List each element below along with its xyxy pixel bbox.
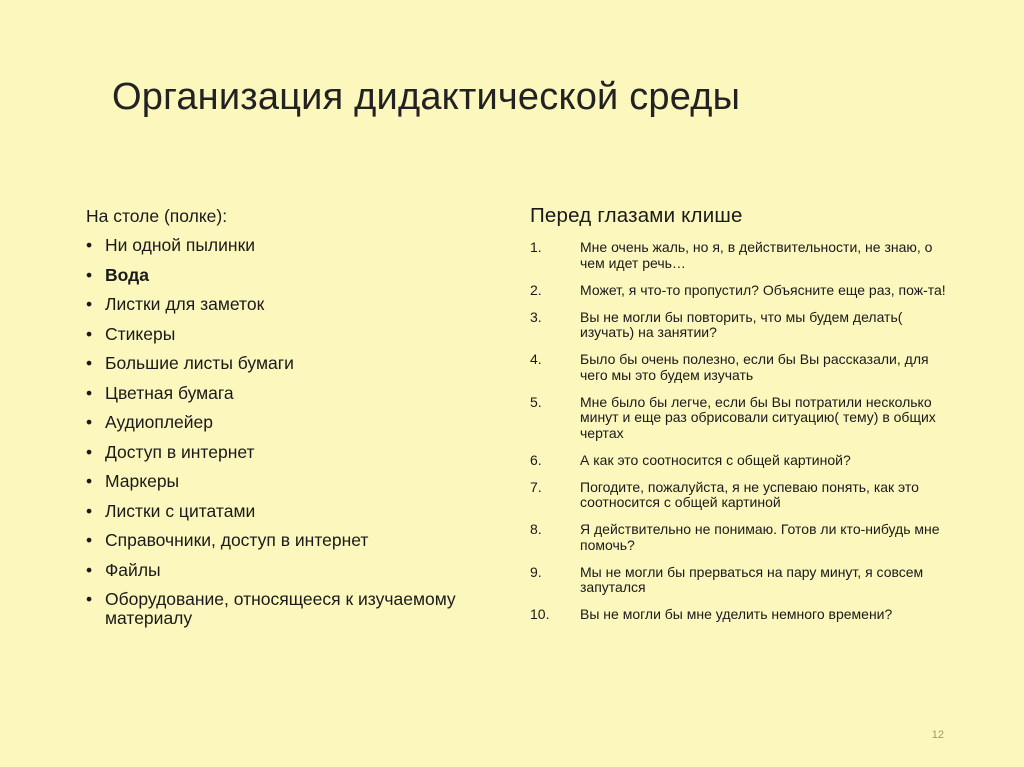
bullet-item [86, 561, 516, 580]
bullet-marker: • [86, 382, 93, 403]
right-heading: Перед глазами клише [530, 204, 743, 227]
phrase-text: Вы не могли бы мне уделить немного времени? [580, 606, 893, 622]
bullet-marker: • [86, 412, 93, 432]
phrase-number: 3. [530, 308, 542, 325]
bullet-text: Аудиоплейер [105, 412, 214, 432]
bullet-item [86, 354, 516, 373]
bullet-marker: • [86, 353, 93, 373]
bullet-text: Листки для заметок [105, 294, 265, 314]
phrase-text: Мне было бы легче, если бы Вы потратили несколько минут и еще раз обрисовали ситуацию( тему) в общих чертах [580, 393, 936, 441]
bullet-text: Справочники, доступ в интернет [105, 530, 369, 550]
bullet-list [86, 236, 516, 628]
bullet-marker: • [86, 471, 93, 491]
bullet-marker: • [86, 559, 93, 580]
phrase-number: 6. [530, 451, 542, 468]
phrase-number: 10. [530, 606, 550, 622]
bullet-item [86, 236, 516, 255]
bullet-item [86, 413, 516, 432]
bullet-marker: • [86, 264, 93, 285]
numbered-list [530, 240, 960, 623]
bullet-item [86, 502, 516, 521]
bullet-marker: • [86, 530, 93, 550]
phrase-text: Мне очень жаль, но я, в действительности, не знаю, о чем идет речь… [580, 239, 933, 271]
phrase-number: 7. [530, 478, 542, 495]
bullet-marker: • [86, 323, 93, 344]
phrase-text: Я действительно не понимаю. Готов ли кто-нибудь мне помочь? [580, 521, 940, 553]
bullet-item [86, 325, 516, 344]
phrase-number: 8. [530, 521, 542, 537]
bullet-item [86, 295, 516, 314]
bullet-marker: • [86, 294, 93, 314]
bullet-item [86, 531, 516, 550]
left-heading: На столе (полке): [86, 206, 228, 226]
bullet-item [86, 590, 516, 628]
bullet-text: Маркеры [105, 471, 180, 491]
phrase-item [530, 395, 960, 442]
left-column [86, 206, 516, 639]
bullet-item [86, 384, 516, 403]
phrase-text: Мы не могли бы прерваться на пару минут, я совсем запутался [580, 563, 924, 595]
bullet-marker: • [86, 441, 93, 462]
bullet-marker: • [86, 500, 93, 521]
phrase-text: А как это соотносится с общей картиной? [580, 451, 851, 468]
phrase-text: Погодите, пожалуйста, я не успеваю понять, как это соотносится с общей картиной [580, 478, 919, 510]
phrase-item [530, 283, 960, 299]
phrase-item [530, 352, 960, 383]
bullet-item [86, 472, 516, 491]
phrase-item [530, 310, 960, 341]
bullet-text: Вода [105, 264, 149, 285]
phrase-item [530, 522, 960, 553]
bullet-text: Цветная бумага [105, 382, 234, 403]
right-column [530, 204, 960, 634]
phrase-text: Было бы очень полезно, если бы Вы рассказали, для чего мы это будем изучать [580, 351, 929, 383]
bullet-text: Файлы [105, 559, 161, 580]
phrase-item [530, 565, 960, 596]
phrase-number: 1. [530, 239, 542, 255]
bullet-text: Листки с цитатами [105, 500, 256, 521]
phrase-number: 5. [530, 393, 542, 410]
bullet-text: Большие листы бумаги [105, 353, 294, 373]
phrase-text: Вы не могли бы повторить, что мы будем делать( изучать) на занятии? [580, 308, 903, 340]
phrase-text: Может, я что-то пропустил? Объясните еще раз, пож-та! [580, 281, 946, 298]
phrase-number: 4. [530, 351, 542, 367]
bullet-item [86, 266, 516, 285]
bullet-item [86, 443, 516, 462]
bullet-text: Доступ в интернет [105, 441, 255, 462]
phrase-number: 9. [530, 563, 542, 580]
phrase-item [530, 480, 960, 511]
bullet-text: Стикеры [105, 323, 176, 344]
phrase-item [530, 240, 960, 271]
bullet-text: Ни одной пылинки [105, 235, 256, 255]
bullet-marker: • [86, 589, 93, 609]
phrase-item [530, 453, 960, 469]
phrase-number: 2. [530, 281, 542, 298]
bullet-text: Оборудование, относящееся к изучаемому материалу [105, 589, 456, 628]
slide-title: Организация дидактической среды [112, 76, 741, 118]
phrase-item [530, 607, 960, 623]
bullet-marker: • [86, 235, 93, 255]
page-number: 12 [931, 729, 944, 741]
